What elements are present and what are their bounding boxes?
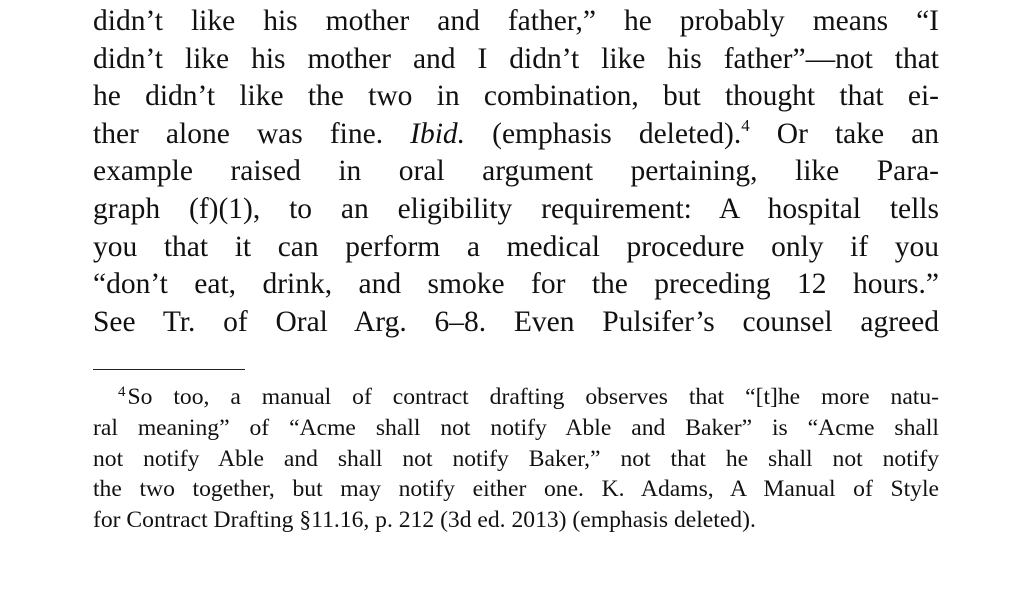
body-line: graph (f)(1), to an eligibility requirement: A hospital tells	[93, 192, 939, 225]
body-line: “don’t eat, drink, and smoke for the preceding 12 hours.”	[93, 268, 939, 301]
footnote-line: for Contract Drafting §11.16, p. 212 (3d ed. 2013) (emphasis deleted).	[93, 507, 756, 534]
ibid-citation: Ibid.	[410, 117, 466, 150]
footnote-number: 4	[118, 384, 126, 400]
body-line: See Tr. of Oral Arg. 6–8. Even Pulsifer’s counsel agreed	[93, 305, 939, 338]
footnote-section	[93, 382, 939, 536]
body-line: he didn’t like the two in combination, but thought that ei-	[93, 80, 939, 113]
footnote-separator	[93, 369, 245, 370]
opinion-body	[93, 0, 939, 341]
body-text-segment: Or take an	[776, 117, 940, 150]
footnote-line: ral meaning” of “Acme shall not notify Able and Baker” is “Acme shall	[93, 414, 939, 441]
body-text-segment: ther alone was fine.	[93, 117, 384, 150]
footnote-line	[93, 382, 939, 413]
body-line: didn’t like his mother and father,” he probably means “I	[93, 5, 939, 37]
footnote-reference[interactable]: 4	[741, 115, 750, 135]
body-text-segment: (emphasis deleted).	[492, 117, 742, 150]
body-line: example raised in oral argument pertaining, like Para-	[93, 155, 939, 188]
body-line-with-citation	[93, 116, 939, 154]
body-line: didn’t like his mother and I didn’t like his father”—not that	[93, 42, 939, 75]
body-line: you that it can perform a medical procedure only if you	[93, 230, 939, 263]
footnote-line: not notify Able and shall not notify Baker,” not that he shall not notify	[93, 445, 939, 472]
footnote-text: So too, a manual of contract drafting observes that “[t]he more natu-	[127, 384, 939, 410]
footnote-line: the two together, but may notify either one. K. Adams, A Manual of Style	[93, 476, 939, 503]
